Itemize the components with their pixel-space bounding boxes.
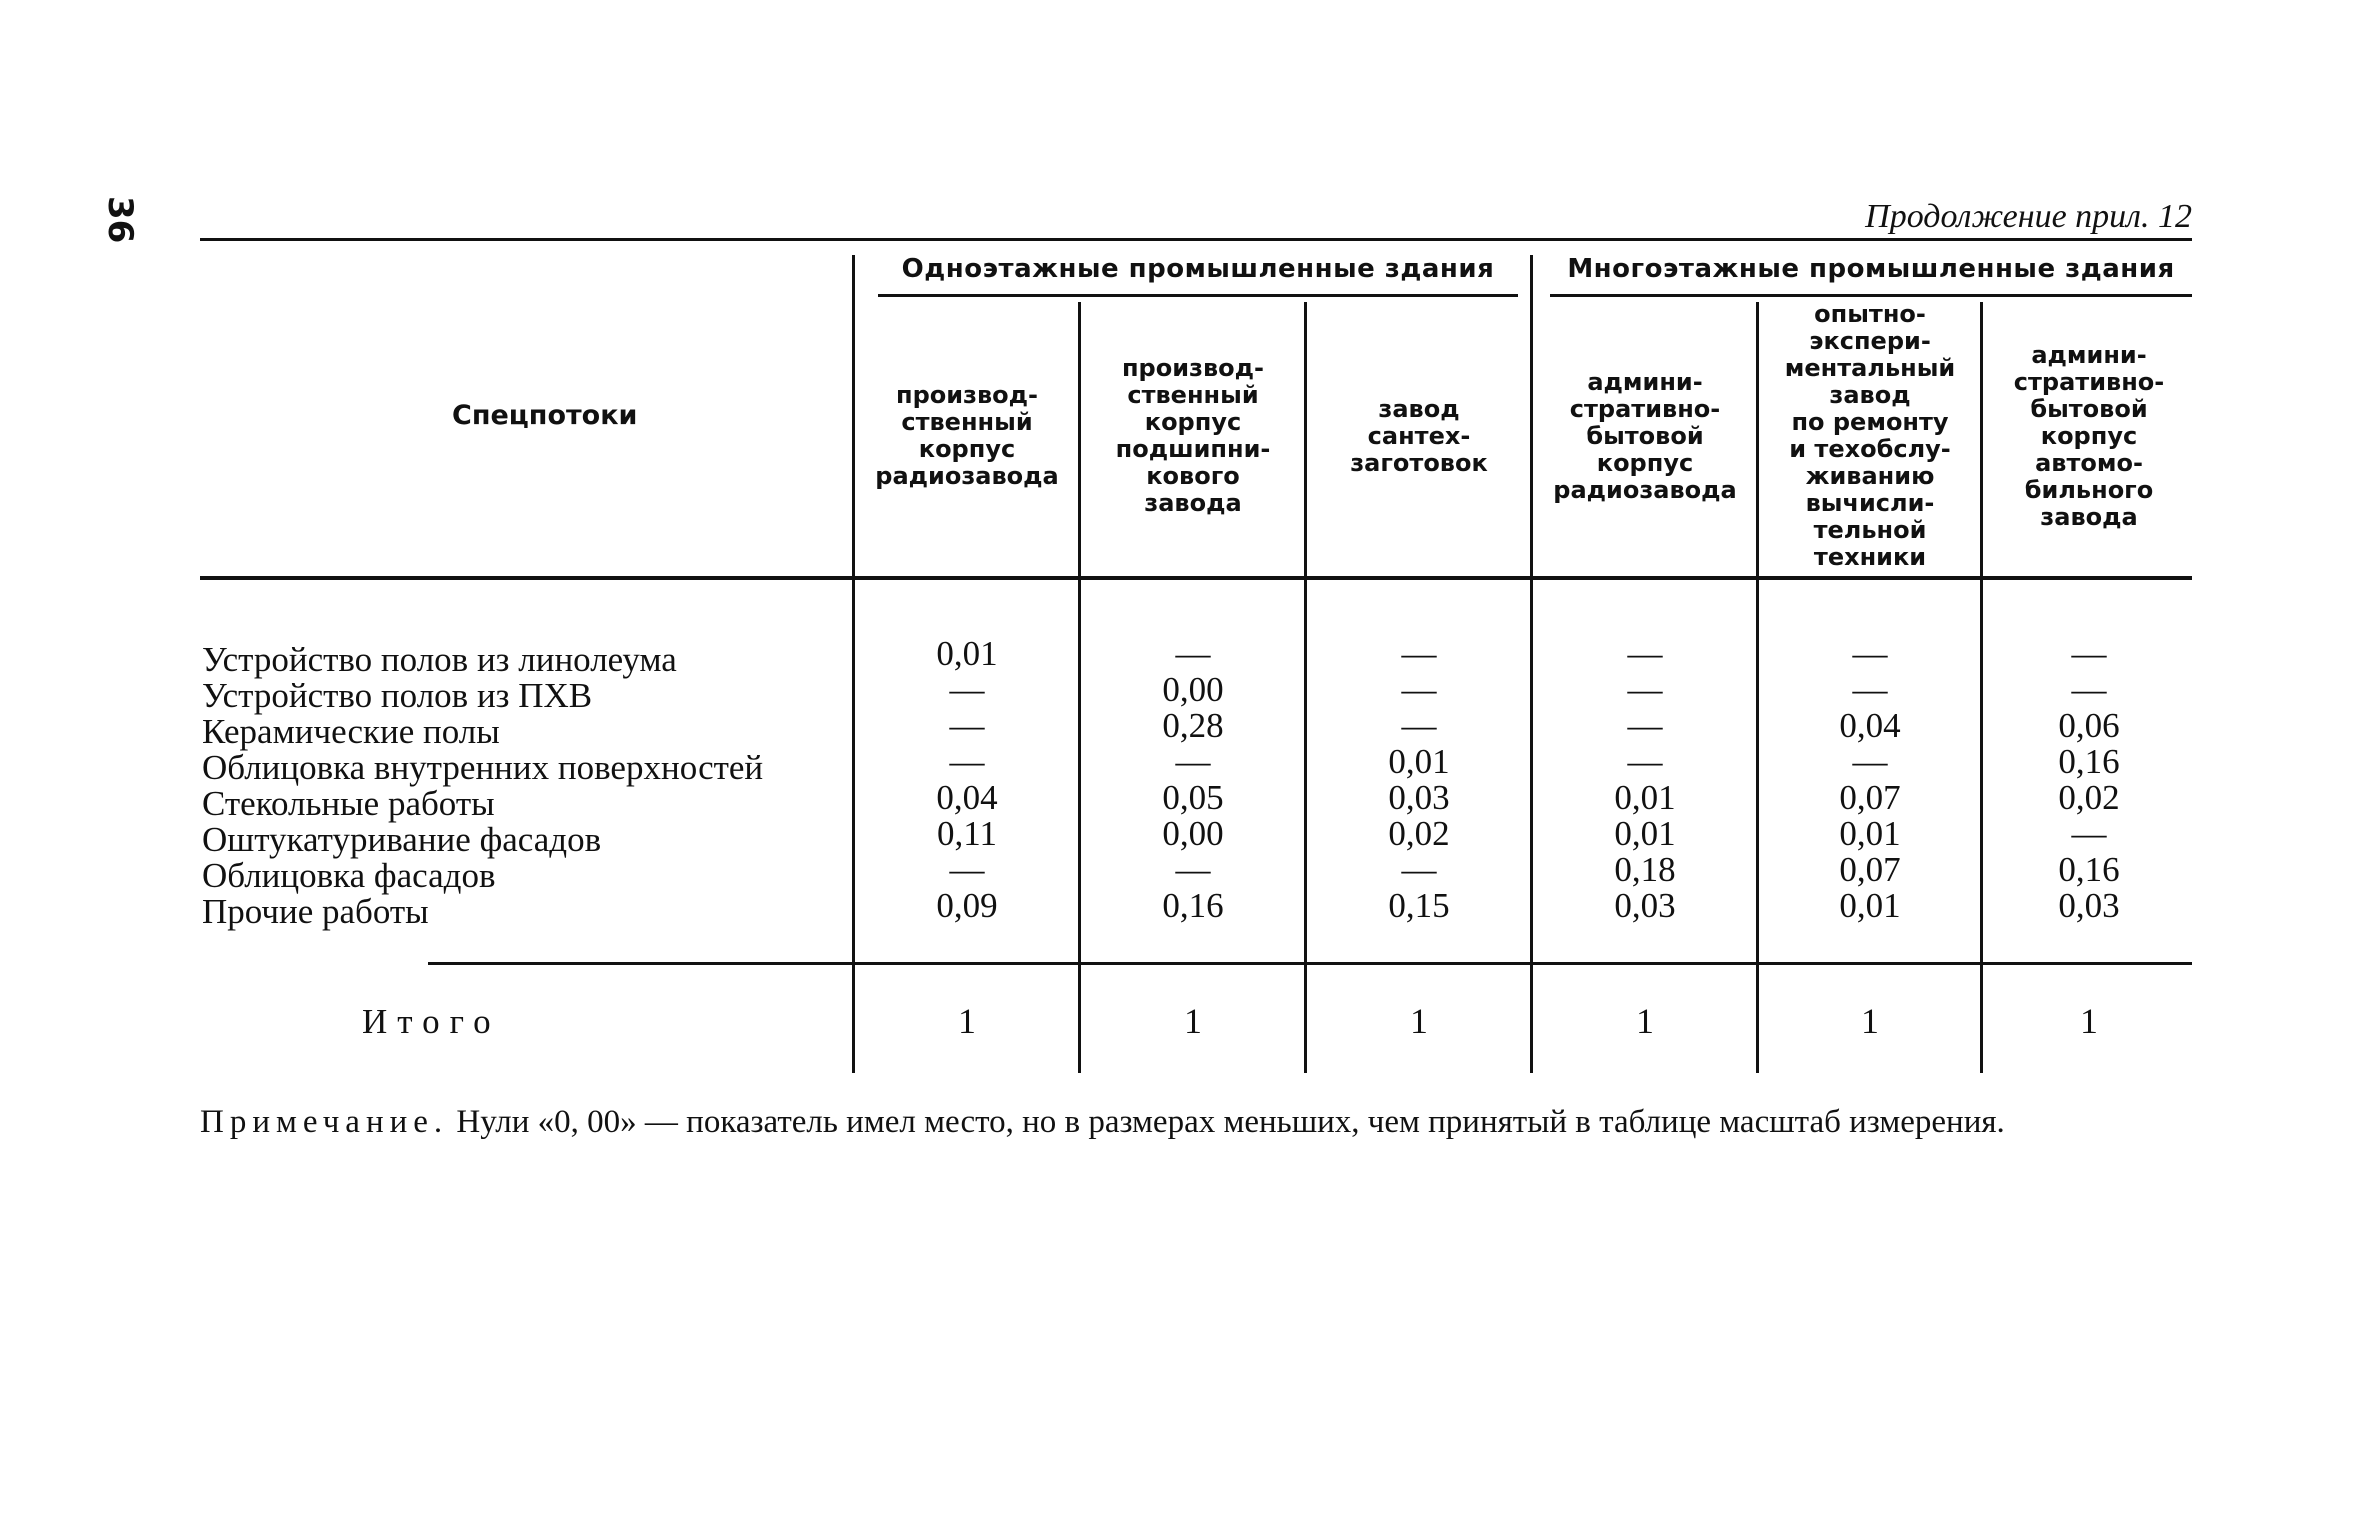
row-label: Оштукатуривание фасадов (202, 820, 602, 859)
page-number: 36 (100, 196, 140, 244)
table-cell: — (1627, 742, 1663, 781)
table-cell: 0,15 (1388, 886, 1450, 925)
table-cell: 0,03 (1614, 886, 1676, 925)
table-cell: — (1627, 706, 1663, 745)
footnote-text: Нули «0, 00» — показатель имел место, но в размерах меньших, чем принятый в таблице масштаб измерения. (448, 1104, 2005, 1140)
table-cell: — (1401, 670, 1437, 709)
column-header: опытно- экспери- ментальный завод по ремонту и техобслу- живанию вычисли- тельной техники (1784, 300, 1956, 571)
column-header: производ- ственный корпус подшипни- кового завода (1115, 354, 1271, 517)
table-cell: 0,06 (2058, 706, 2120, 745)
column-header: завод сантех- заготовок (1350, 394, 1488, 477)
row-label: Прочие работы (202, 892, 429, 931)
table-cell: 0,04 (1839, 706, 1901, 745)
row-label: Устройство полов из ПХВ (202, 676, 593, 715)
data-column (1084, 636, 1302, 924)
table-cell: 0,01 (1839, 814, 1901, 853)
table-cell: 0,02 (1388, 814, 1450, 853)
table-cell: 0,09 (936, 886, 998, 925)
table-cell: — (1175, 634, 1211, 673)
row-label: Керамические полы (202, 712, 500, 751)
table-cell: — (2071, 634, 2107, 673)
table-cell: 0,07 (1839, 850, 1901, 889)
group-header-one-storey: Одноэтажные промышленные здания (901, 254, 1495, 284)
table-cell: — (1401, 706, 1437, 745)
table-cell: 0,16 (2058, 742, 2120, 781)
group1-rule (878, 294, 1518, 297)
table-cell: 0,18 (1614, 850, 1676, 889)
total-cell: 1 (1184, 1001, 1202, 1041)
row-header: Спецпотоки (452, 400, 638, 431)
total-rule (428, 962, 2192, 965)
total-cell: 1 (1636, 1001, 1654, 1041)
table-cell: 0,01 (936, 634, 998, 673)
footnote (200, 1102, 2192, 1142)
table-cell: 0,01 (1839, 886, 1901, 925)
column-rule (1304, 302, 1307, 1073)
table-cell: — (1175, 850, 1211, 889)
total-label: Итого (362, 1002, 501, 1041)
table-cell: 0,00 (1162, 814, 1224, 853)
column-header: админи- стративно- бытовой корпус радиозавода (1553, 367, 1737, 504)
table-cell: — (1627, 670, 1663, 709)
column-rule (1530, 255, 1533, 1073)
table-cell: 0,03 (2058, 886, 2120, 925)
table-cell: 0,02 (2058, 778, 2120, 817)
row-labels (202, 642, 763, 930)
data-column (1762, 636, 1978, 924)
row-label: Устройство полов из линолеума (202, 640, 677, 679)
table-cell: — (1852, 670, 1888, 709)
column-header: производ- ственный корпус радиозавода (875, 381, 1059, 490)
total-cell: 1 (1410, 1001, 1428, 1041)
footnote-label: Примечание. (200, 1104, 449, 1140)
table-cell: — (1852, 742, 1888, 781)
total-cell: 1 (958, 1001, 976, 1041)
continuation-caption: Продолжение прил. 12 (1865, 198, 2192, 235)
table-cell: — (949, 850, 985, 889)
column-rule (1078, 302, 1081, 1073)
column-rule (1756, 302, 1759, 1073)
table-cell: — (949, 670, 985, 709)
table-cell: 0,16 (1162, 886, 1224, 925)
column-header: админи- стративно- бытовой корпус автомо- бильного завода (2013, 340, 2165, 531)
table-cell: 0,04 (936, 778, 998, 817)
table-cell: — (2071, 670, 2107, 709)
table-cell: 0,07 (1839, 778, 1901, 817)
group2-rule (1550, 294, 2192, 297)
table-cell: 0,03 (1388, 778, 1450, 817)
table-cell: — (1627, 634, 1663, 673)
table-cell: — (1852, 634, 1888, 673)
table-cell: — (1401, 634, 1437, 673)
table-cell: 0,01 (1614, 814, 1676, 853)
total-cell: 1 (1861, 1001, 1879, 1041)
table-cell: — (1175, 742, 1211, 781)
header-bottom-rule (200, 576, 2192, 580)
data-column (1986, 636, 2192, 924)
table-cell: 0,28 (1162, 706, 1224, 745)
group-header-multi-storey: Многоэтажные промышленные здания (1567, 254, 2175, 284)
data-column (1536, 636, 1754, 924)
total-cell: 1 (2080, 1001, 2098, 1041)
column-rule (1980, 302, 1983, 1073)
table-cell: — (1401, 850, 1437, 889)
row-label: Облицовка внутренних поверхностей (202, 748, 764, 787)
table-cell: 0,05 (1162, 778, 1224, 817)
table-cell: — (949, 742, 985, 781)
table-cell: 0,00 (1162, 670, 1224, 709)
column-rule (852, 255, 855, 1073)
row-label: Стекольные работы (202, 784, 495, 823)
table-cell: — (2071, 814, 2107, 853)
table-cell: 0,01 (1388, 742, 1450, 781)
table-cell: 0,01 (1614, 778, 1676, 817)
table-cell: — (949, 706, 985, 745)
row-label: Облицовка фасадов (202, 856, 496, 895)
data-column (858, 636, 1076, 924)
table-cell: 0,16 (2058, 850, 2120, 889)
data-column (1310, 636, 1528, 924)
table-cell: 0,11 (937, 814, 997, 853)
top-rule (200, 238, 2192, 241)
